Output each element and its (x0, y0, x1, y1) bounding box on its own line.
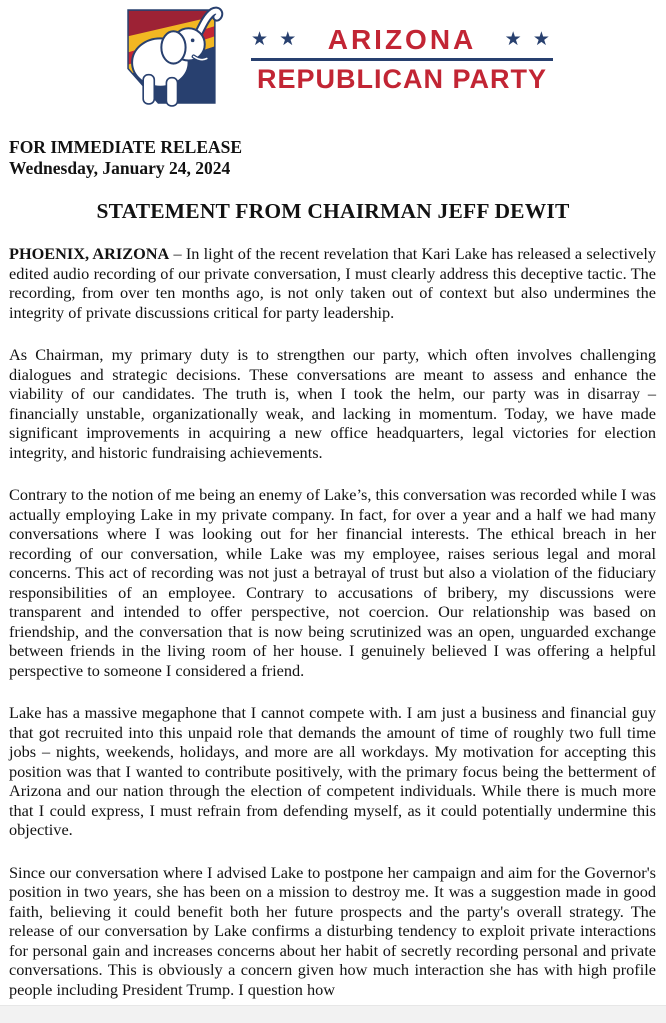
paragraph-3 (9, 485, 656, 680)
page-bottom-edge (0, 1005, 666, 1023)
paragraph-5-text: Since our conversation where I advised Lake to postpone her campaign and aim for the Governor's position in two years, she has been on a mission to destroy me. It was a suggestion made in good faith, believing it could benefit both her future prospects and the party's overall strategy. The release of our conversation by Lake confirms a disturbing tendency to exploit private interactions for personal gain and increases concerns about her habit of secretly recording personal and private conversations. This is obviously a concern given how much interaction she has with high profile people including President Trump. I question how (9, 862, 656, 999)
wordmark-republican-party: REPUBLICAN PARTY (256, 63, 547, 94)
wordmark-divider (251, 58, 553, 61)
dateline: PHOENIX, ARIZONA (9, 244, 170, 263)
stars-right-icon: ★ ★ (504, 29, 553, 50)
statement-body (9, 244, 656, 999)
paragraph-4 (9, 703, 656, 840)
release-block (9, 137, 656, 179)
release-line: FOR IMMEDIATE RELEASE (9, 137, 243, 157)
paragraph-4-text: Lake has a massive megaphone that I cannot compete with. I am just a business and financial guy that got recruited into this unpaid role that demands the amount of time of roughly two full time jobs – nights, weekends, holidays, and more are all workdays. My motivation for accepting this position was that I wanted to contribute positively, with the primary focus being the betterment of Arizona and our nation through the election of competent individuals. While there is much more that I could express, I must refrain from defending myself, as it could potentially undermine this objective. (9, 703, 656, 839)
wordmark-line-arizona (251, 24, 553, 56)
paragraph-1 (9, 244, 656, 322)
party-masthead (0, 0, 666, 112)
release-date: Wednesday, January 24, 2024 (9, 158, 231, 178)
paragraph-5 (9, 863, 656, 1000)
wordmark-arizona: ARIZONA (327, 23, 477, 55)
elephant-arizona-logo-icon (113, 4, 241, 115)
stars-left-icon: ★ ★ (251, 29, 300, 50)
paragraph-1-text: – In light of the recent revelation that Kari Lake has released a selectively edited audio recording of our private conversation, I must clearly address this deceptive tactic. The recording, from over ten months ago, is not only taken out of context but also undermines the integrity of private discussions critical for party leadership. (9, 244, 657, 322)
paragraph-2-text: As Chairman, my primary duty is to strengthen our party, which often involves challenging dialogues and strategic decisions. These conversations are meant to assess and enhance the viability of our candidates. The truth is, when I took the helm, our party was in disarray – financially unstable, organizationally weak, and lacking in momentum. Today, we have made significant improvements in acquiring a new office headquarters, legal victories for election integrity, and historic fundraising achievements. (9, 345, 656, 462)
statement-title: STATEMENT FROM CHAIRMAN JEFF DEWIT (96, 199, 570, 223)
party-wordmark (251, 24, 553, 95)
paragraph-3-text: Contrary to the notion of me being an enemy of Lake’s, this conversation was recorded while I was actually employing Lake in my private company. In fact, for over a year and a half we had many conversations where I was looking out for her financial interests. The ethical breach in her recording of our conversation, while Lake was my employee, raises serious legal and moral concerns. This act of recording was not just a betrayal of trust but also a violation of the fiduciary responsibilities of an employee. Contrary to accusations of bribery, my discussions were transparent and intended to offer perspective, not coercion. Our relationship was based on friendship, and the conversation that is now being scrutinized was an open, unguarded exchange between friends in the living room of her house. I genuinely believed I was offering a helpful perspective to someone I considered a friend. (9, 485, 656, 680)
paragraph-2 (9, 345, 656, 462)
